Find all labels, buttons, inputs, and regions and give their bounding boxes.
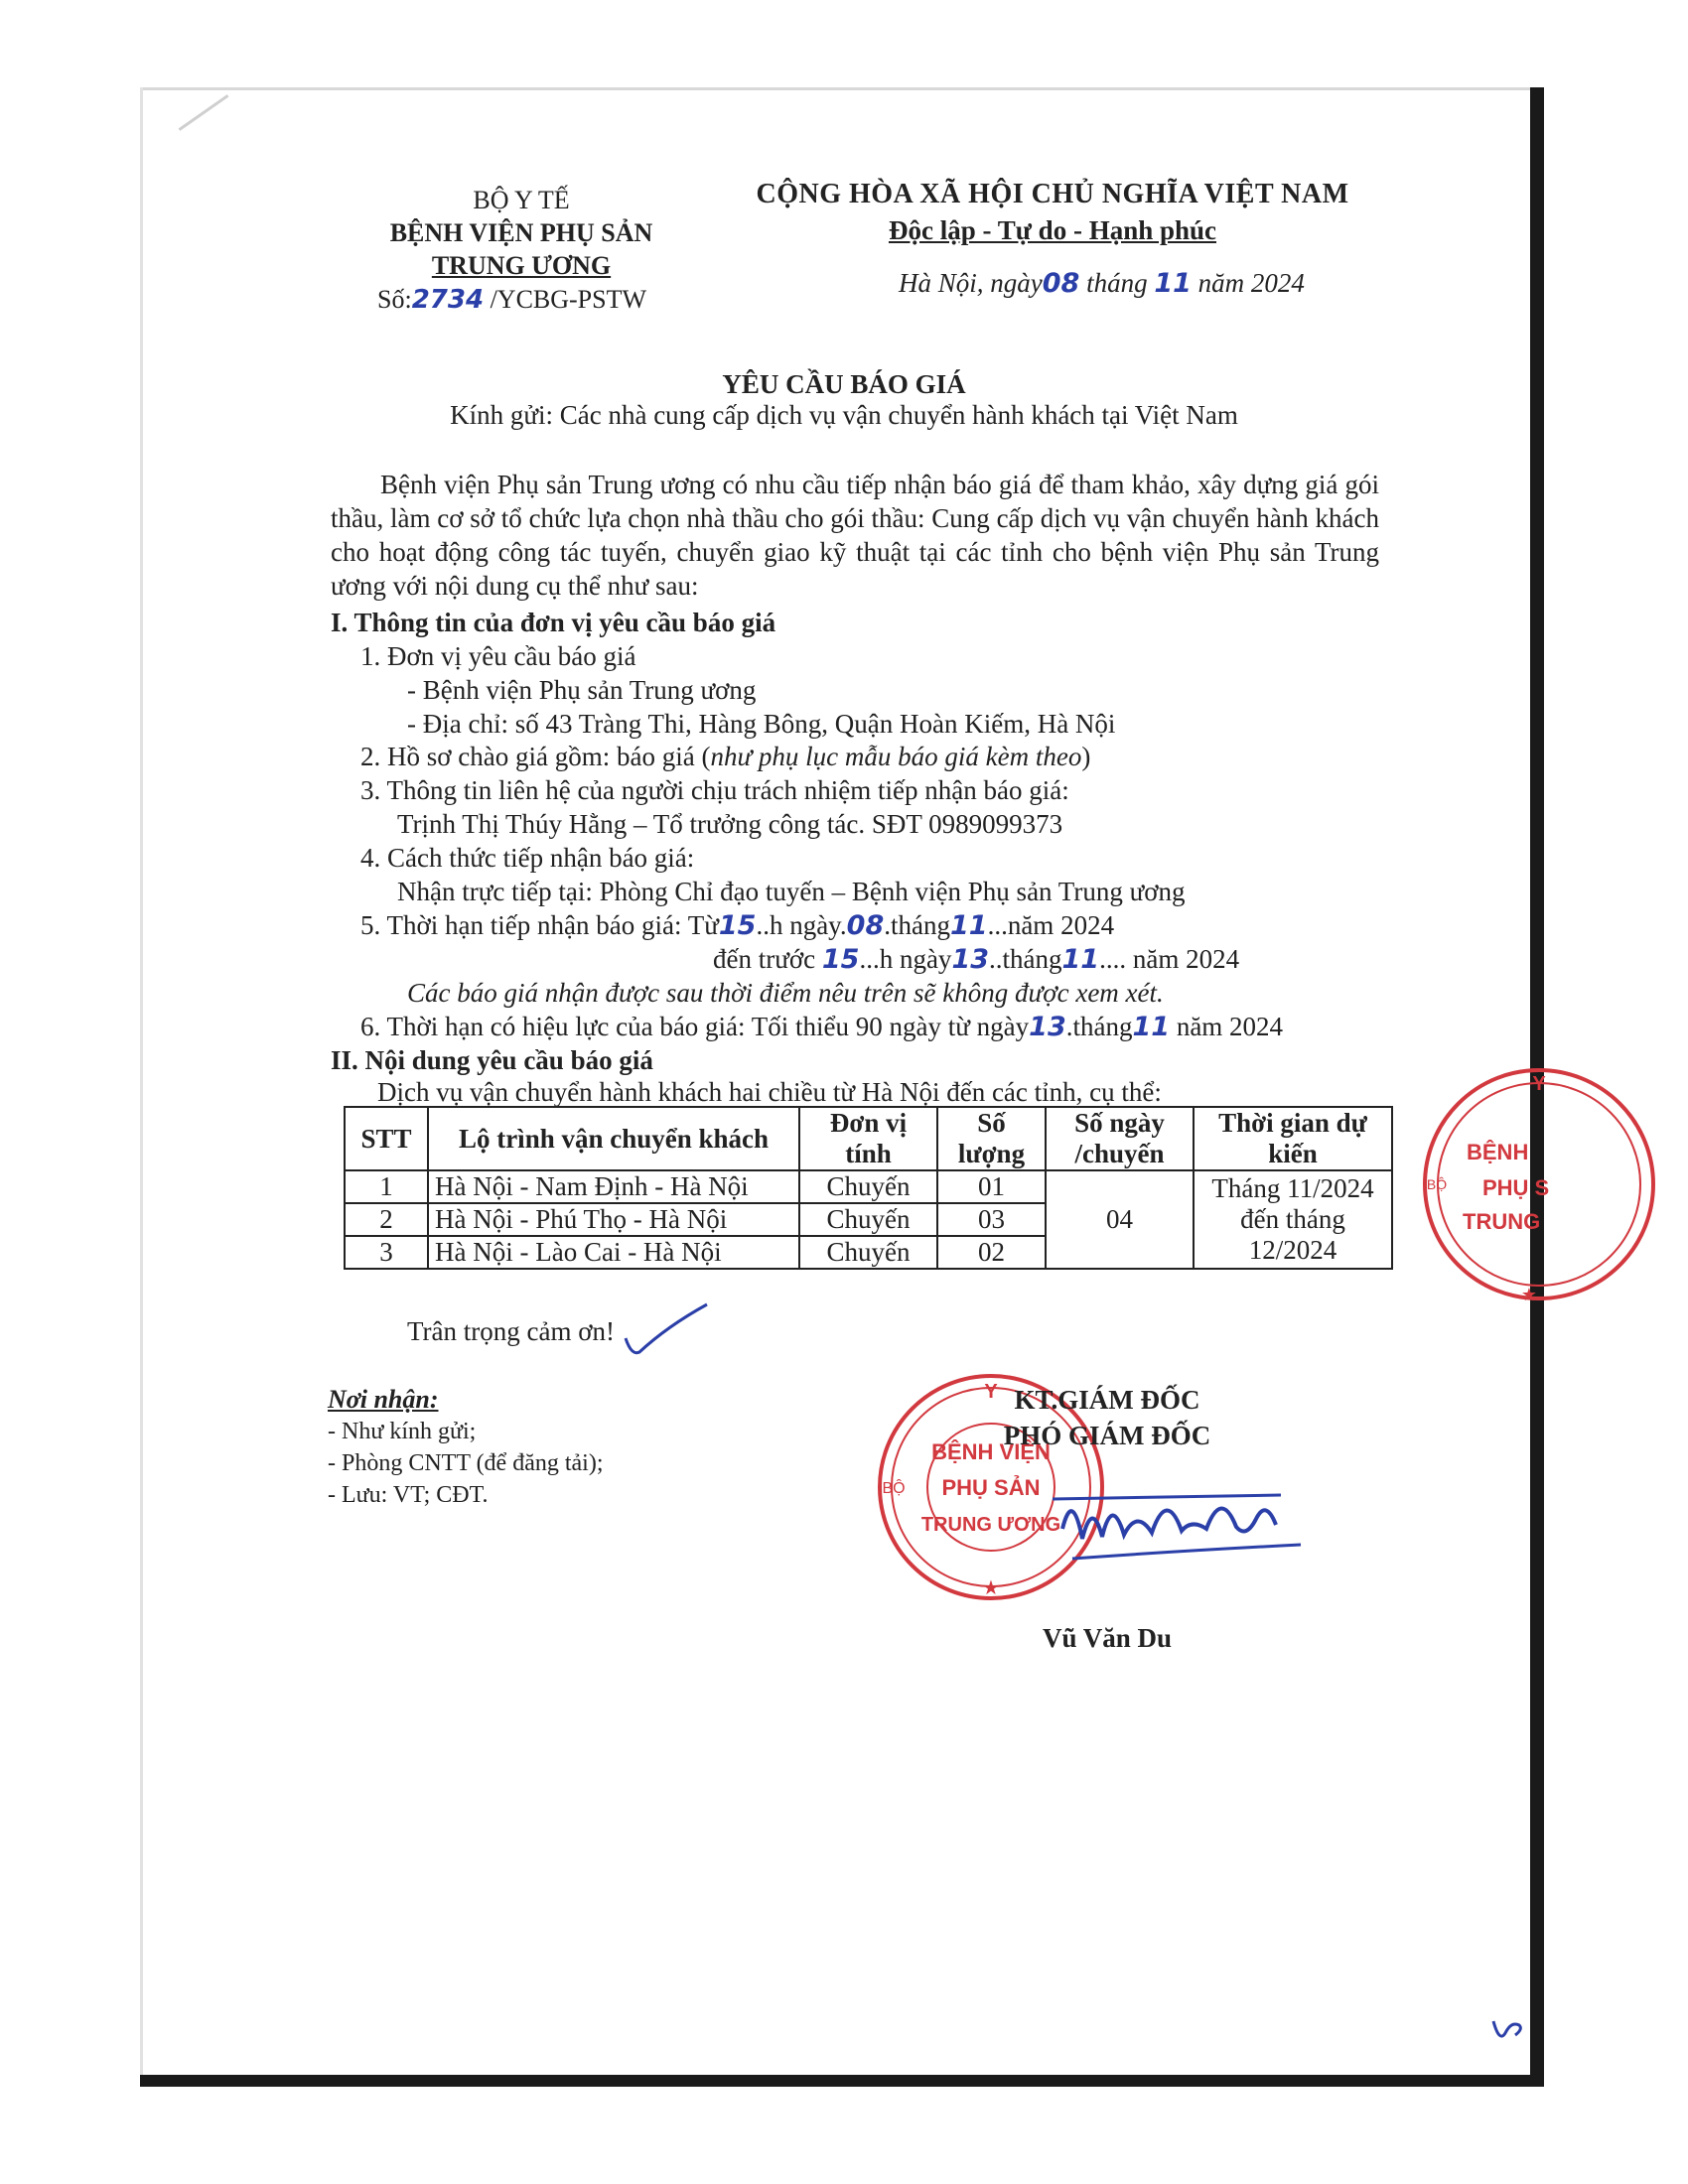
th-expected-time: Thời gian dự kiến	[1194, 1107, 1392, 1170]
svg-text:Y: Y	[984, 1381, 998, 1403]
section1-heading: I. Thông tin của đơn vị yêu cầu báo giá	[331, 608, 776, 637]
item5-to-year: .... năm 2024	[1099, 944, 1240, 974]
th-days-per-trip: Số ngày /chuyến	[1046, 1107, 1194, 1170]
cell-quantity: 01	[937, 1170, 1046, 1203]
svg-text:BỘ: BỘ	[882, 1480, 906, 1497]
document-date	[899, 268, 1305, 299]
signature-title	[943, 1382, 1271, 1453]
item2-suffix: )	[1081, 742, 1091, 771]
initial-mark-icon	[1489, 2015, 1529, 2045]
item5-prefix: 5. Thời hạn tiếp nhận báo giá: Từ	[360, 910, 719, 940]
intro-paragraph: Bệnh viện Phụ sản Trung ương có nhu cầu tiếp nhận báo giá để tham khảo, xây dựng giá gói thầu, làm cơ sở tổ chức lựa chọn nhà thầu cho gói thầu: Cung cấp dịch vụ vận chuyển hành khách cho hoạt động công tác tuyến, chuyển giao kỹ thuật tại các tỉnh cho bệnh viện Phụ sản Trung ương với nội dung cụ thể như sau:	[331, 470, 1379, 601]
section1-item5	[360, 908, 1114, 943]
item5-to-thang-label: ..tháng	[989, 944, 1062, 974]
signer-name: Vũ Văn Du	[1042, 1623, 1173, 1653]
recipient-item: - Lưu: VT; CĐT.	[328, 1482, 489, 1508]
th-stt: STT	[345, 1107, 428, 1170]
item5-thang-label: .tháng	[884, 910, 950, 940]
th-route: Lộ trình vận chuyển khách	[428, 1107, 799, 1170]
item2-prefix: 2. Hồ sơ chào giá gồm: báo giá (	[360, 742, 711, 771]
margin-seal-text-1: BỆNH	[1467, 1140, 1529, 1164]
route-table	[344, 1106, 1393, 1270]
cell-stt: 1	[345, 1170, 428, 1203]
document-number	[357, 283, 705, 317]
item6-thang-label: .tháng	[1065, 1012, 1133, 1041]
margin-seal-icon	[1415, 1060, 1653, 1308]
section1-item6	[360, 1010, 1283, 1044]
greeting: Kính gửi: Các nhà cung cấp dịch vụ vận chuyển hành khách tại Việt Nam	[450, 400, 1238, 430]
section1-item3-detail: Trịnh Thị Thúy Hằng – Tổ trưởng công tác. SĐT 0989099373	[397, 809, 1063, 839]
item5-from-day: 08	[846, 910, 885, 941]
cell-unit: Chuyến	[799, 1203, 937, 1236]
item5-from-hour: 15	[718, 910, 757, 941]
svg-text:BỘ: BỘ	[1426, 1176, 1448, 1192]
recipient-item: - Phòng CNTT (để đăng tải);	[328, 1450, 604, 1476]
recipients-block	[328, 1384, 604, 1511]
section1-item2	[360, 740, 1090, 773]
scan-mark	[179, 94, 229, 131]
hospital-name-line2: TRUNG ƯƠNG	[431, 251, 612, 280]
section1-item5-note: Các báo giá nhận được sau thời điểm nêu trên sẽ không được xem xét.	[407, 978, 1164, 1008]
ministry-name: BỘ Y TẾ	[473, 186, 570, 214]
svg-text:★: ★	[982, 1577, 1000, 1599]
item5-to-h-label: ...h ngày	[859, 944, 952, 974]
item2-italic: như phụ lục mẫu báo giá kèm theo	[710, 742, 1082, 771]
section1-item5-to	[713, 942, 1239, 977]
seal-text-1: BỆNH VIỆN	[931, 1439, 1051, 1464]
item6-year: năm 2024	[1170, 1012, 1284, 1041]
thanks-line: Trân trọng cảm ơn!	[407, 1316, 615, 1346]
recipient-item: - Như kính gửi;	[328, 1419, 477, 1444]
section1-item1: 1. Đơn vị yêu cầu báo giá	[360, 641, 636, 671]
section2-description: Dịch vụ vận chuyển hành khách hai chiều từ Hà Nội đến các tỉnh, cụ thể:	[377, 1077, 1162, 1107]
item6-day: 13	[1029, 1012, 1066, 1042]
section2-heading: II. Nội dung yêu cầu báo giá	[331, 1045, 653, 1075]
cell-days-per-trip: 04	[1046, 1170, 1194, 1269]
cell-route: Hà Nội - Nam Định - Hà Nội	[428, 1170, 799, 1203]
item5-to-hour: 15	[821, 944, 860, 975]
section1-item1-a: - Bệnh viện Phụ sản Trung ương	[407, 675, 757, 705]
item5-to-prefix: đến trước	[713, 944, 822, 974]
hospital-name-line1: BỆNH VIỆN PHỤ SẢN	[389, 218, 653, 247]
signature-line1: KT.GIÁM ĐỐC	[1014, 1385, 1200, 1415]
signature-line2: PHÓ GIÁM ĐỐC	[1003, 1421, 1211, 1450]
cell-quantity: 03	[937, 1203, 1046, 1236]
cell-unit: Chuyến	[799, 1236, 937, 1269]
margin-seal-text-3: TRUNG	[1463, 1209, 1541, 1234]
scan-edge-bottom	[140, 2075, 1544, 2087]
section1-item4-detail: Nhận trực tiếp tại: Phòng Chỉ đạo tuyến – Bệnh viện Phụ sản Trung ương	[397, 877, 1186, 906]
item6-month: 11	[1132, 1012, 1171, 1042]
item5-to-month: 11	[1061, 944, 1100, 975]
section1-item4: 4. Cách thức tiếp nhận báo giá:	[360, 843, 695, 873]
cell-stt: 3	[345, 1236, 428, 1269]
margin-seal	[1415, 1060, 1550, 1308]
national-motto: Độc lập - Tự do - Hạnh phúc	[888, 215, 1217, 245]
cell-expected-time: Tháng 11/2024 đến tháng 12/2024	[1194, 1170, 1392, 1269]
date-month: 11	[1154, 268, 1192, 299]
section1-item1-b: - Địa chỉ: số 43 Tràng Thi, Hàng Bông, Quận Hoàn Kiếm, Hà Nội	[407, 709, 1116, 739]
svg-text:★: ★	[1520, 1285, 1538, 1304]
seal-text-2: PHỤ SẢN	[941, 1475, 1041, 1500]
date-day: 08	[1042, 268, 1080, 299]
item5-to-day: 13	[951, 944, 990, 975]
th-quantity: Số lượng	[937, 1107, 1046, 1170]
section1-item3: 3. Thông tin liên hệ của người chịu trách nhiệm tiếp nhận báo giá:	[360, 775, 1069, 805]
scan-edge-top	[141, 87, 1541, 90]
cell-unit: Chuyến	[799, 1170, 937, 1203]
number-handwritten: 2734	[411, 285, 485, 315]
item6-prefix: 6. Thời hạn có hiệu lực của báo giá: Tối thiểu 90 ngày từ ngày	[360, 1012, 1030, 1041]
cell-route: Hà Nội - Phú Thọ - Hà Nội	[428, 1203, 799, 1236]
handwritten-tick-icon	[618, 1300, 712, 1360]
number-prefix: Số:	[377, 285, 412, 314]
item5-from-month: 11	[950, 910, 988, 941]
date-month-label: tháng	[1079, 268, 1155, 298]
item5-from-year: ...năm 2024	[987, 910, 1115, 940]
national-header	[735, 177, 1370, 248]
table-header-row	[345, 1107, 1392, 1170]
seal-text-3: TRUNG ƯƠNG	[920, 1514, 1061, 1536]
document-title: YÊU CẦU BÁO GIÁ	[722, 369, 966, 399]
margin-seal-text-2: PHỤ S	[1482, 1175, 1550, 1200]
issuer-block	[357, 184, 685, 315]
svg-text:Y: Y	[1532, 1073, 1546, 1095]
item5-h-label: ..h ngày.	[756, 910, 847, 940]
cell-stt: 2	[345, 1203, 428, 1236]
date-year: năm 2024	[1191, 268, 1305, 298]
country-name: CỘNG HÒA XÃ HỘI CHỦ NGHĨA VIỆT NAM	[756, 179, 1349, 209]
cell-quantity: 02	[937, 1236, 1046, 1269]
handwritten-signature	[1043, 1459, 1311, 1569]
number-suffix: /YCBG-PSTW	[484, 285, 647, 314]
cell-route: Hà Nội - Lào Cai - Hà Nội	[428, 1236, 799, 1269]
table-row	[345, 1170, 1392, 1203]
th-unit: Đơn vị tính	[799, 1107, 937, 1170]
recipients-title: Nơi nhận:	[328, 1385, 439, 1414]
date-prefix: Hà Nội, ngày	[899, 268, 1043, 298]
